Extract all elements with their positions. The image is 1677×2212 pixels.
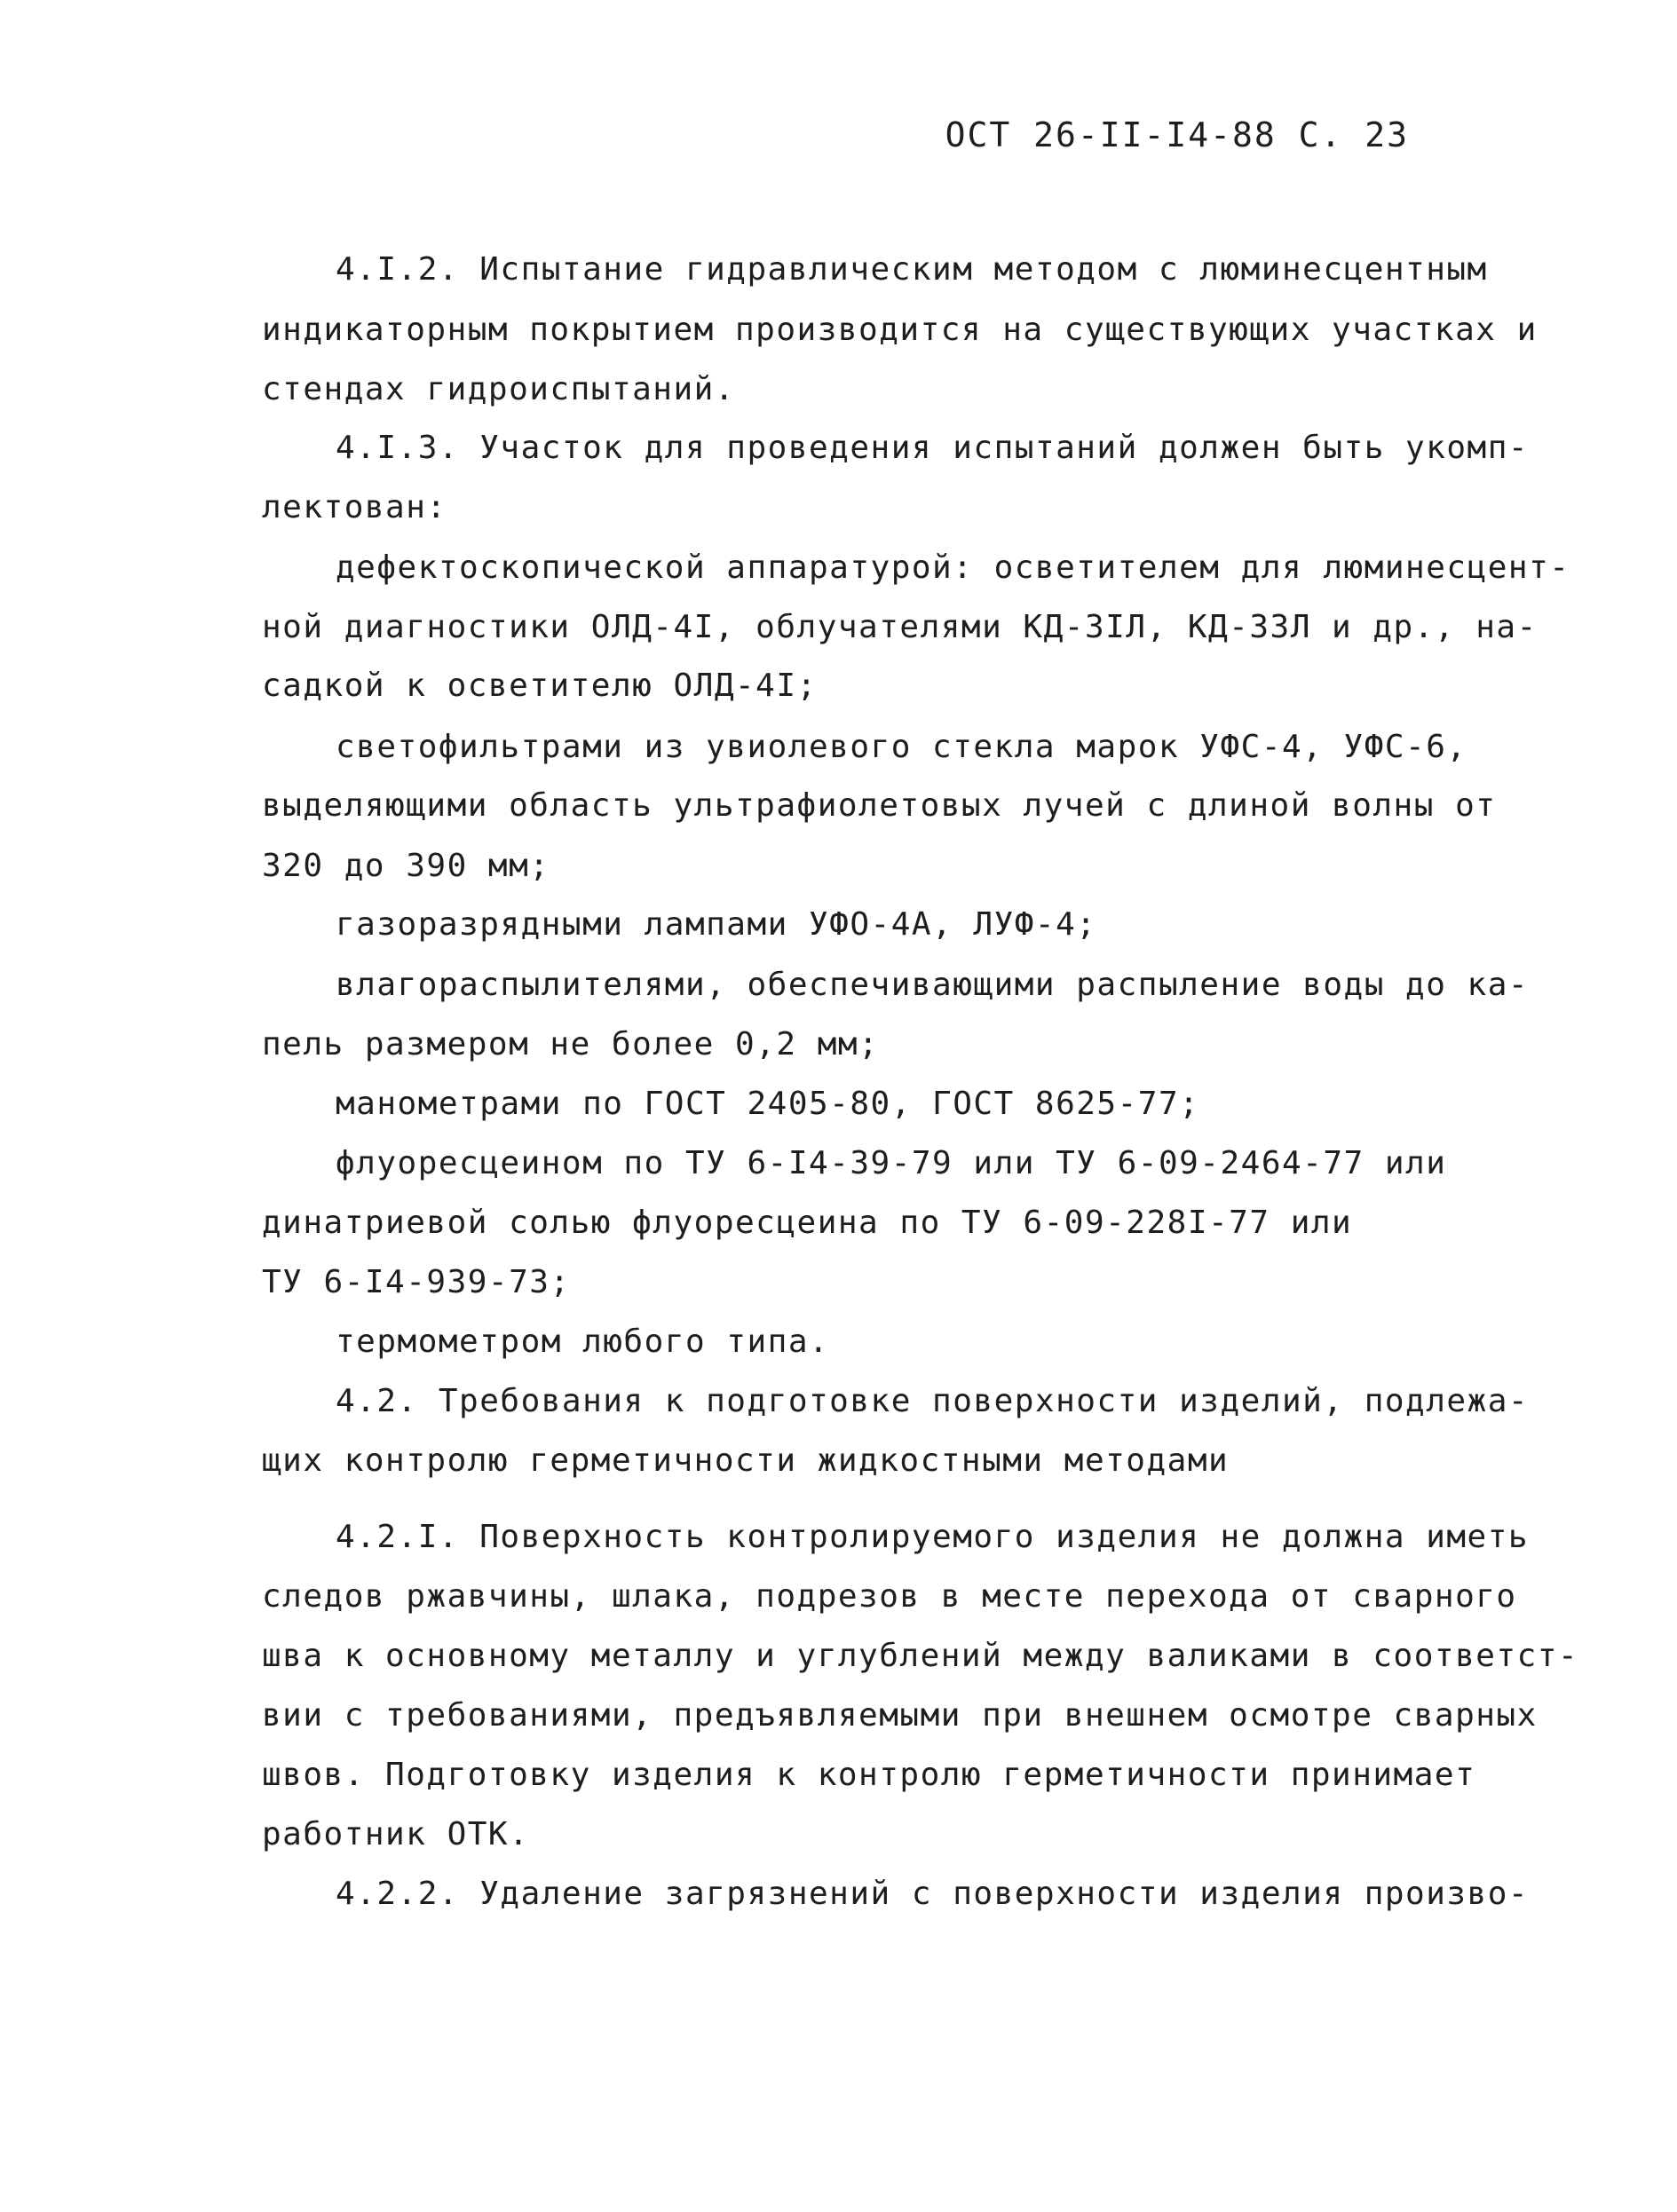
paragraph-line: дефектоскопической аппаратурой: осветителем для люминесцент- <box>336 549 1570 586</box>
paragraph-line: 4.I.3. Участок для проведения испытаний должен быть укомп- <box>336 430 1530 466</box>
paragraph-line: газоразрядными лампами УФО-4А, ЛУФ-4; <box>336 906 1097 943</box>
paragraph-line: флуоресцеином по ТУ 6-I4-39-79 или ТУ 6-09-2464-77 или <box>336 1145 1447 1181</box>
paragraph-line: выделяющими область ультрафиолетовых лучей с длиной волны от <box>262 787 1497 824</box>
paragraph-line: 4.I.2. Испытание гидравлическим методом с люминесцентным <box>336 251 1488 288</box>
document-header: ОСТ 26-II-I4-88 С. 23 <box>945 115 1409 154</box>
paragraph-line: шва к основному металлу и углублений между валиками в соответст- <box>262 1638 1579 1674</box>
paragraph-line: садкой к осветителю ОЛД-4I; <box>262 668 818 704</box>
paragraph-line: термометром любого типа. <box>336 1323 830 1360</box>
paragraph-line: ТУ 6-I4-939-73; <box>262 1264 571 1300</box>
paragraph-line: динатриевой солью флуоресцеина по ТУ 6-09-228I-77 или <box>262 1205 1353 1241</box>
paragraph-line: лектован: <box>262 489 447 525</box>
paragraph-line: 320 до 390 мм; <box>262 848 550 884</box>
paragraph-line: индикаторным покрытием производится на существующих участках и <box>262 312 1538 348</box>
paragraph-line: вии с требованиями, предъявляемыми при внешнем осмотре сварных <box>262 1697 1538 1734</box>
section-heading-line: щих контролю герметичности жидкостными методами <box>262 1442 1230 1479</box>
paragraph-line: 4.2.I. Поверхность контролируемого изделия не должна иметь <box>336 1519 1530 1555</box>
paragraph-line: швов. Подготовку изделия к контролю герметичности принимает <box>262 1757 1476 1793</box>
section-heading-line: 4.2. Требования к подготовке поверхности изделий, подлежа- <box>336 1383 1530 1419</box>
paragraph-line: светофильтрами из увиолевого стекла марок УФС-4, УФС-6, <box>336 729 1467 765</box>
paragraph-line: влагораспылителями, обеспечивающими распыление воды до ка- <box>336 967 1530 1003</box>
paragraph-line: работник ОТК. <box>262 1816 530 1853</box>
paragraph-line: манометрами по ГОСТ 2405-80, ГОСТ 8625-77; <box>336 1086 1200 1122</box>
paragraph-line: стендах гидроиспытаний. <box>262 371 735 407</box>
paragraph-line: пель размером не более 0,2 мм; <box>262 1026 880 1063</box>
paragraph-line: 4.2.2. Удаление загрязнений с поверхности изделия произво- <box>336 1876 1530 1912</box>
paragraph-line: ной диагностики ОЛД-4I, облучателями КД-3IЛ, КД-33Л и др., на- <box>262 609 1538 645</box>
paragraph-line: следов ржавчины, шлака, подрезов в месте перехода от сварного <box>262 1578 1517 1615</box>
